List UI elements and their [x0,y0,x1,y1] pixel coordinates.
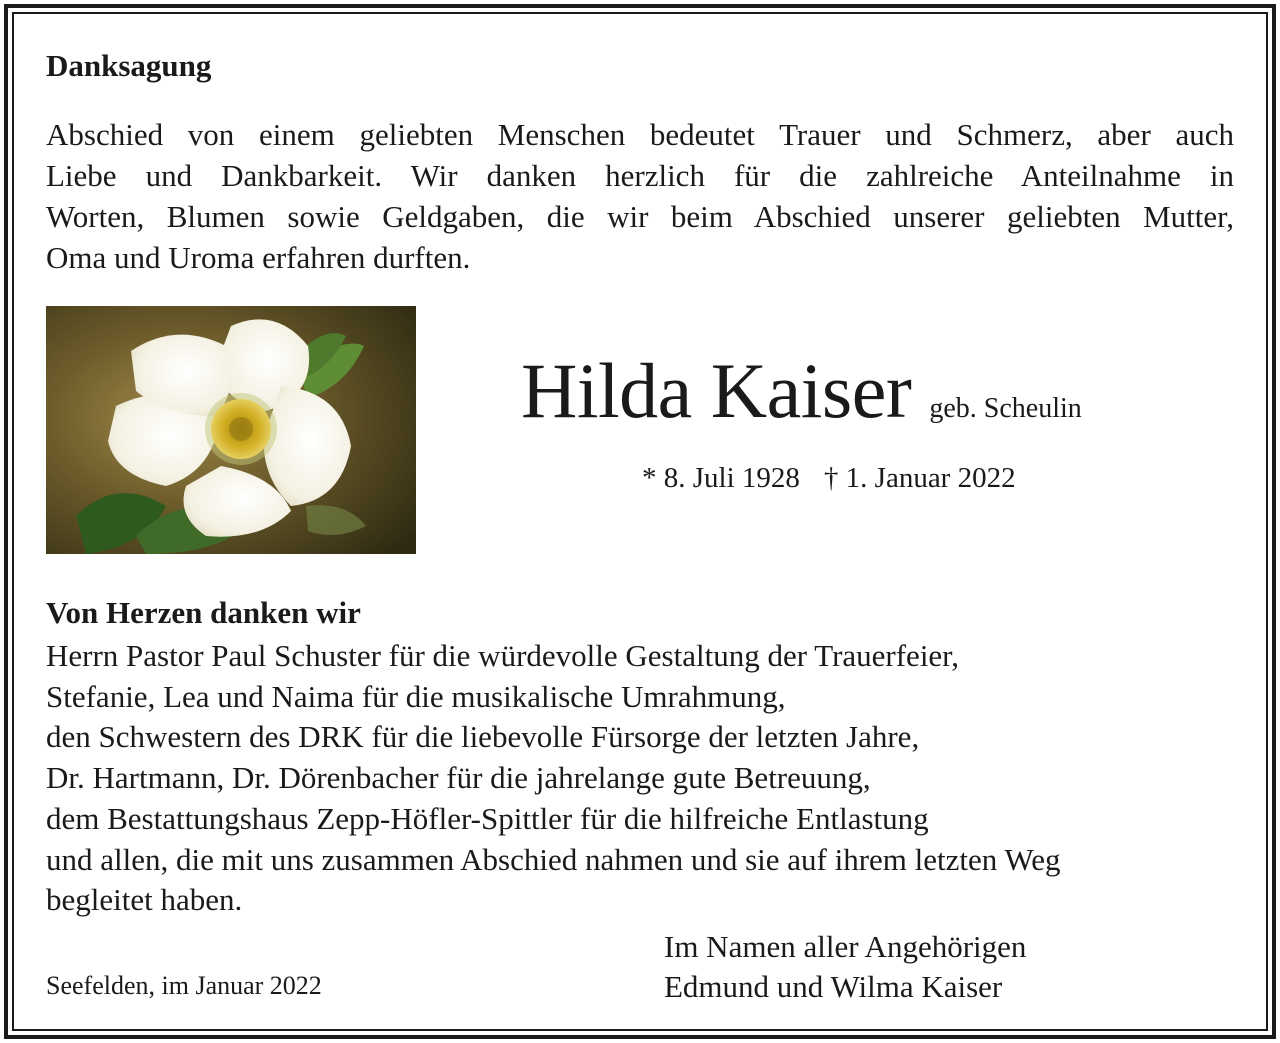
death-date: † 1. Januar 2022 [823,462,1016,494]
flower-photo [46,306,416,554]
thanks-list [46,636,1236,921]
intro-line: Worten, Blumen sowie Geldgaben, die wir beim Abschied unserer geliebten Mutter, [46,199,1234,234]
maiden-name: geb. Scheulin [929,393,1082,424]
deceased-name-line [521,346,1082,436]
thanks-line: dem Bestattungshaus Zepp-Höfler-Spittler für die hilfreiche Entlastung [46,800,929,836]
intro-line: Abschied von einem geliebten Menschen bedeutet Trauer und Schmerz, aber auch [46,117,1234,152]
hellebore-flower-image [46,306,416,554]
thanks-line: Herrn Pastor Paul Schuster für die würdevolle Gestaltung der Trauerfeier, [46,638,960,673]
signature-names: Edmund und Wilma Kaiser [664,969,1003,1004]
signature-line: Im Namen aller Angehörigen [664,929,1027,964]
signature-block [664,927,1026,1007]
life-dates [642,462,1016,495]
place-date: Seefelden, im Januar 2022 [46,971,322,1000]
notice-heading: Danksagung [46,48,212,83]
intro-paragraph [46,114,1234,278]
thanks-line: und allen, die mit uns zusammen Abschied nahmen und sie auf ihrem letzten Weg [46,841,1061,877]
deceased-name: Hilda Kaiser [521,347,912,434]
birth-date: * 8. Juli 1928 [642,462,800,494]
thanks-line: begleitet haben. [46,882,243,918]
thanks-line: Dr. Hartmann, Dr. Dörenbacher für die jahrelange gute Betreuung, [46,760,871,796]
thanks-line: Stefanie, Lea und Naima für die musikalische Umrahmung, [46,678,786,714]
thanks-line: den Schwestern des DRK für die liebevolle Fürsorge der letzten Jahre, [46,719,920,755]
thanks-heading: Von Herzen danken wir [46,595,361,630]
intro-line: Liebe und Dankbarkeit. Wir danken herzlich für die zahlreiche Anteilnahme in [46,158,1234,193]
intro-line: Oma und Uroma erfahren durften. [46,240,471,275]
